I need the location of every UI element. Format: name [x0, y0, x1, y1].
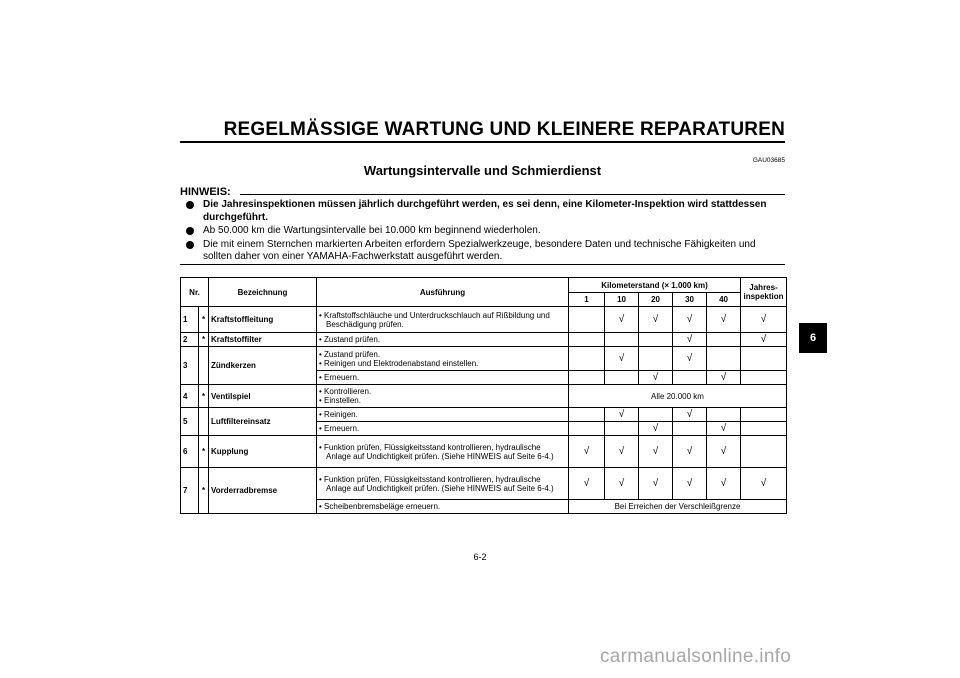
special-tool-star [199, 408, 209, 436]
header-km-1: 1 [569, 293, 605, 307]
check-mark-icon: √ [673, 347, 707, 371]
action-text: • Zustand prüfen. [319, 335, 381, 344]
interval-note: Bei Erreichen der Verschleißgrenze [569, 500, 787, 514]
check-mark-icon: √ [605, 436, 639, 468]
action-cell [317, 500, 569, 514]
empty-cell [673, 422, 707, 436]
empty-cell [569, 422, 605, 436]
action-text: • Erneuern. [319, 373, 360, 382]
empty-cell [707, 333, 741, 347]
item-name: Kraftstoffleitung [209, 307, 317, 333]
action-text: • Reinigen. [319, 410, 358, 419]
check-mark-icon: √ [605, 468, 639, 500]
table-row [181, 385, 787, 408]
action-text: • Reinigen und Elektrodenabstand einstellen. [319, 358, 479, 368]
empty-cell [569, 347, 605, 371]
action-cell [317, 385, 569, 408]
special-tool-star: * [199, 333, 209, 347]
note-item [182, 225, 782, 238]
row-number: 6 [181, 436, 199, 468]
check-mark-icon: √ [673, 408, 707, 422]
note-item-text: Die Jahresinspektionen müssen jährlich durchgeführt werden, es sei denn, eine Kilometer-Inspektion wird stattdessen durchgeführt. [203, 199, 767, 223]
page-header-title: REGELMÄSSIGE WARTUNG UND KLEINERE REPARATUREN [223, 119, 785, 140]
note-item [182, 199, 782, 224]
check-mark-icon: √ [707, 371, 741, 385]
item-name: Vorderradbremse [209, 468, 317, 514]
check-mark-icon: √ [673, 307, 707, 333]
empty-cell [605, 333, 639, 347]
table-row [181, 333, 787, 347]
interval-note: Alle 20.000 km [569, 385, 787, 408]
row-number: 1 [181, 307, 199, 333]
check-mark-icon: √ [605, 307, 639, 333]
check-mark-icon: √ [639, 307, 673, 333]
check-mark-icon: √ [605, 408, 639, 422]
action-cell [317, 468, 569, 500]
header-nr: Nr. [181, 278, 209, 307]
row-number: 3 [181, 347, 199, 385]
header-rule [180, 141, 785, 143]
check-mark-icon: √ [741, 468, 787, 500]
special-tool-star: * [199, 307, 209, 333]
special-tool-star: * [199, 436, 209, 468]
action-cell [317, 347, 569, 371]
header-km-30: 30 [673, 293, 707, 307]
item-name: Kraftstoffilter [209, 333, 317, 347]
empty-cell [741, 408, 787, 422]
check-mark-icon: √ [707, 468, 741, 500]
empty-cell [741, 422, 787, 436]
action-text: • Scheibenbremsbeläge erneuern. [319, 502, 441, 511]
page-number: 6-2 [473, 552, 487, 562]
empty-cell [605, 422, 639, 436]
empty-cell [707, 408, 741, 422]
table-row [181, 468, 787, 500]
special-tool-star [199, 347, 209, 385]
maintenance-table-body [181, 307, 787, 514]
bullet-icon [186, 201, 194, 209]
item-name: Ventilspiel [209, 385, 317, 408]
note-item [182, 239, 782, 264]
table-row [181, 307, 787, 333]
check-mark-icon: √ [707, 307, 741, 333]
check-mark-icon: √ [673, 468, 707, 500]
header-name: Bezeichnung [209, 278, 317, 307]
item-name: Kupplung [209, 436, 317, 468]
item-name: Luftfiltereinsatz [209, 408, 317, 436]
action-text: • Kontrollieren. [319, 387, 372, 396]
check-mark-icon: √ [639, 371, 673, 385]
empty-cell [741, 371, 787, 385]
check-mark-icon: √ [673, 333, 707, 347]
note-list [182, 199, 782, 265]
special-tool-star: * [199, 468, 209, 514]
header-action: Ausführung [317, 278, 569, 307]
check-mark-icon: √ [673, 436, 707, 468]
empty-cell [741, 436, 787, 468]
maintenance-table [180, 277, 787, 514]
section-title: Wartungsintervalle und Schmierdienst [363, 163, 602, 178]
empty-cell [639, 347, 673, 371]
header-km-20: 20 [639, 293, 673, 307]
chapter-tab: 6 [799, 323, 827, 353]
check-mark-icon: √ [707, 436, 741, 468]
action-text: • Zustand prüfen. [319, 349, 381, 359]
table-row [181, 347, 787, 371]
check-mark-icon: √ [741, 333, 787, 347]
check-mark-icon: √ [639, 436, 673, 468]
item-name: Zündkerzen [209, 347, 317, 385]
row-number: 7 [181, 468, 199, 514]
header-km-40: 40 [707, 293, 741, 307]
action-cell [317, 333, 569, 347]
header-odometer: Kilometerstand (× 1.000 km) [569, 278, 741, 293]
action-cell [317, 422, 569, 436]
header-km-10: 10 [605, 293, 639, 307]
empty-cell [639, 408, 673, 422]
empty-cell [605, 371, 639, 385]
action-text: • Funktion prüfen, Flüssigkeitsstand kontrollieren, hydraulische Anlage auf Undichtigkeit prüfen. (Siehe HINWEIS auf Seite 6-4.) [319, 442, 554, 461]
action-text: • Kraftstoffschläuche und Unterdruckschlauch auf Rißbildung und Beschädigung prüfen. [319, 310, 550, 329]
page-code: GAU03685 [752, 157, 785, 164]
header-annual: Jahres-inspektion [741, 278, 787, 307]
table-row [181, 436, 787, 468]
bullet-icon [186, 241, 194, 249]
action-cell [317, 371, 569, 385]
note-item-text: Die mit einem Sternchen markierten Arbeiten erfordern Spezialwerkzeuge, besondere Daten und technische Fähigkeiten und sollten daher von einer YAMAHA-Fachwerkstatt ausgeführt werden. [203, 238, 756, 262]
row-number: 2 [181, 333, 199, 347]
note-item-text: Ab 50.000 km die Wartungsintervalle bei 10.000 km beginnend wiederholen. [203, 225, 541, 236]
check-mark-icon: √ [639, 468, 673, 500]
action-text: • Erneuern. [319, 424, 360, 433]
action-text: • Funktion prüfen, Flüssigkeitsstand kontrollieren, hydraulische Anlage auf Undichtigkeit prüfen. (Siehe HINWEIS auf Seite 6-4.) [319, 474, 554, 493]
empty-cell [673, 371, 707, 385]
note-end-rule [180, 264, 785, 265]
note-heading-rule [240, 194, 785, 195]
empty-cell [707, 347, 741, 371]
check-mark-icon: √ [569, 436, 605, 468]
check-mark-icon: √ [741, 307, 787, 333]
bullet-icon [186, 227, 194, 235]
empty-cell [741, 347, 787, 371]
empty-cell [569, 371, 605, 385]
check-mark-icon: √ [569, 468, 605, 500]
empty-cell [639, 333, 673, 347]
special-tool-star: * [199, 385, 209, 408]
action-cell [317, 307, 569, 333]
action-text: • Einstellen. [319, 396, 361, 405]
check-mark-icon: √ [707, 422, 741, 436]
action-cell [317, 408, 569, 422]
empty-cell [569, 307, 605, 333]
empty-cell [569, 333, 605, 347]
empty-cell [569, 408, 605, 422]
row-number: 5 [181, 408, 199, 436]
table-row [181, 408, 787, 422]
note-heading: HINWEIS: [180, 186, 231, 198]
row-number: 4 [181, 385, 199, 408]
watermark: carmanualsonline.info [600, 646, 792, 667]
action-cell [317, 436, 569, 468]
check-mark-icon: √ [639, 422, 673, 436]
check-mark-icon: √ [605, 347, 639, 371]
